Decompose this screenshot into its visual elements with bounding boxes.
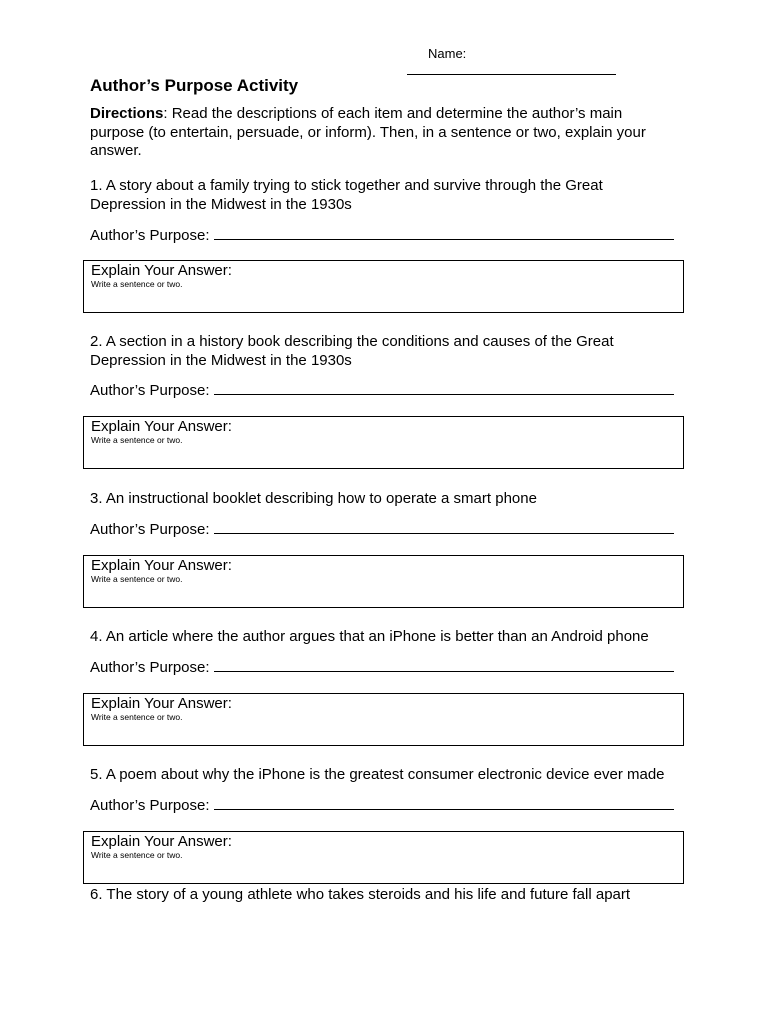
explain-hint: Write a sentence or two.: [91, 712, 183, 722]
purpose-answer-line[interactable]: [214, 380, 674, 395]
explain-heading: Explain Your Answer:: [91, 833, 232, 850]
purpose-answer-line[interactable]: [214, 225, 674, 240]
purpose-label: Author’s Purpose:: [90, 659, 210, 676]
explain-hint: Write a sentence or two.: [91, 279, 183, 289]
purpose-label: Author’s Purpose:: [90, 797, 210, 814]
explain-box-1[interactable]: [83, 260, 684, 313]
explain-hint: Write a sentence or two.: [91, 850, 183, 860]
question-4: 4. An article where the author argues that an iPhone is better than an Android phone: [90, 628, 649, 645]
question-5: 5. A poem about why the iPhone is the greatest consumer electronic device ever made: [90, 766, 665, 783]
explain-box-2[interactable]: [83, 416, 684, 469]
name-label: Name:: [428, 46, 467, 61]
purpose-row-5: [90, 795, 674, 815]
question-3: 3. An instructional booklet describing how to operate a smart phone: [90, 490, 537, 507]
purpose-label: Author’s Purpose:: [90, 227, 210, 244]
page-title: Author’s Purpose Activity: [90, 76, 299, 95]
purpose-row-1: [90, 225, 674, 245]
question-1: 1. A story about a family trying to stick together and survive through the Great Depression in the Midwest in the 1930s: [90, 177, 603, 213]
question-6: 6. The story of a young athlete who takes steroids and his life and future fall apart: [90, 886, 631, 903]
purpose-row-4: [90, 657, 674, 677]
question-2: 2. A section in a history book describing the conditions and causes of the Great Depression in the Midwest in the 1930s: [90, 333, 614, 369]
explain-heading: Explain Your Answer:: [91, 262, 232, 279]
explain-heading: Explain Your Answer:: [91, 695, 232, 712]
directions: [90, 105, 670, 161]
directions-label: Directions: [90, 105, 164, 122]
purpose-label: Author’s Purpose:: [90, 382, 210, 399]
purpose-answer-line[interactable]: [214, 795, 674, 810]
purpose-row-3: [90, 519, 674, 539]
name-input-line[interactable]: [407, 74, 616, 75]
purpose-answer-line[interactable]: [214, 657, 674, 672]
explain-hint: Write a sentence or two.: [91, 574, 183, 584]
purpose-label: Author’s Purpose:: [90, 521, 210, 538]
explain-box-4[interactable]: [83, 693, 684, 746]
explain-box-5[interactable]: [83, 831, 684, 884]
explain-box-3[interactable]: [83, 555, 684, 608]
explain-hint: Write a sentence or two.: [91, 435, 183, 445]
explain-heading: Explain Your Answer:: [91, 418, 232, 435]
purpose-answer-line[interactable]: [214, 519, 674, 534]
purpose-row-2: [90, 380, 674, 400]
explain-heading: Explain Your Answer:: [91, 557, 232, 574]
directions-text: : Read the descriptions of each item and determine the author’s main purpose (to entertain, persuade, or inform). Then, in a sentence or two, explain your answer.: [90, 105, 646, 159]
